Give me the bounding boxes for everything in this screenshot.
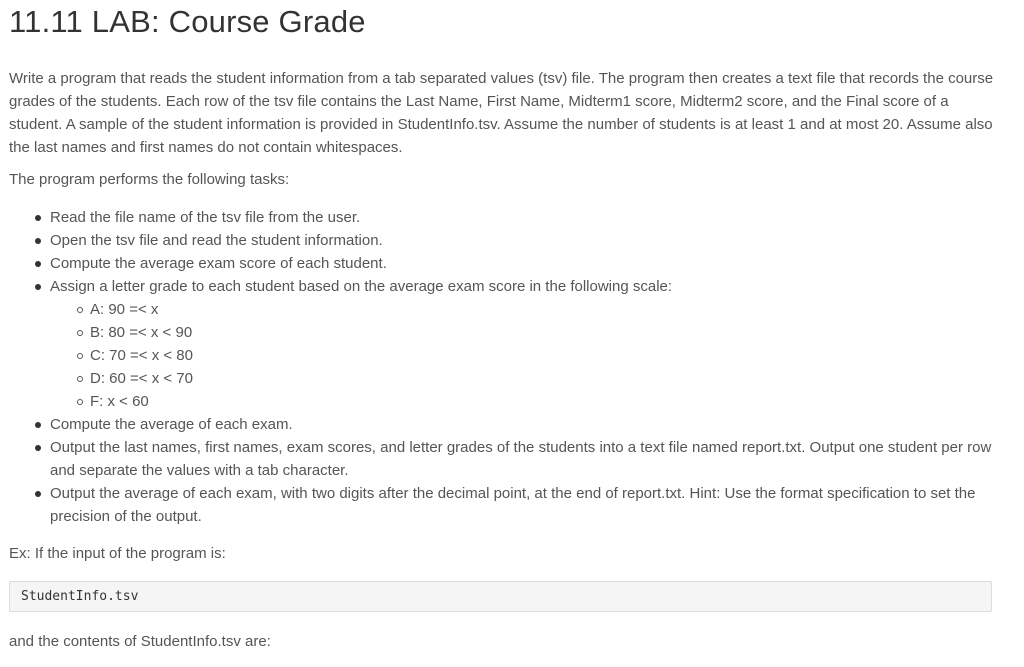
task-item: [9, 275, 994, 413]
task-item: [9, 482, 994, 528]
task-item: [9, 413, 994, 436]
example-intro: Ex: If the input of the program is:: [9, 545, 226, 562]
grade-scale-item: F: x < 60: [50, 390, 994, 413]
task-item: [9, 229, 994, 252]
task-list: [9, 206, 994, 528]
tasks-intro: The program performs the following tasks:: [9, 171, 290, 188]
page-title: 11.11 LAB: Course Grade: [9, 4, 366, 39]
example-input-block: [9, 581, 992, 612]
task-text: Compute the average exam score of each student.: [50, 255, 387, 272]
grade-scale-item: D: 60 =< x < 70: [50, 367, 994, 390]
grade-scale-item: C: 70 =< x < 80: [50, 344, 994, 367]
grade-scale-item: A: 90 =< x: [50, 298, 994, 321]
example-input-code: StudentInfo.tsv: [21, 589, 139, 604]
task-text: Assign a letter grade to each student based on the average exam score in the following scale:: [50, 278, 673, 295]
task-item: [9, 252, 994, 275]
grade-scale-list: [50, 298, 994, 413]
task-text: Output the last names, first names, exam scores, and letter grades of the students into a text file named report.txt. Output one student per row and separate the values with a tab character.: [50, 439, 992, 479]
task-item: [9, 206, 994, 229]
task-text: Open the tsv file and read the student information.: [50, 232, 383, 249]
task-item: [9, 436, 994, 482]
intro-paragraph: Write a program that reads the student information from a tab separated values (tsv) file. The program then creates a text file that records the course grades of the students. Each row of the tsv file contains the Last Name, First Name, Midterm1 score, Midterm2 score, and the Final score of a student. A sample of the student information is provided in StudentInfo.tsv. Assume the number of students is at least 1 and at most 20. Assume also the last names and first names do not contain whitespaces.: [9, 70, 994, 156]
task-text: Output the average of each exam, with two digits after the decimal point, at the end of report.txt. Hint: Use the format specification to set the precision of the output.: [50, 485, 976, 525]
task-text: Read the file name of the tsv file from the user.: [50, 209, 361, 226]
task-text: Compute the average of each exam.: [50, 416, 293, 433]
contents-intro: and the contents of StudentInfo.tsv are:: [9, 633, 271, 650]
grade-scale-item: B: 80 =< x < 90: [50, 321, 994, 344]
